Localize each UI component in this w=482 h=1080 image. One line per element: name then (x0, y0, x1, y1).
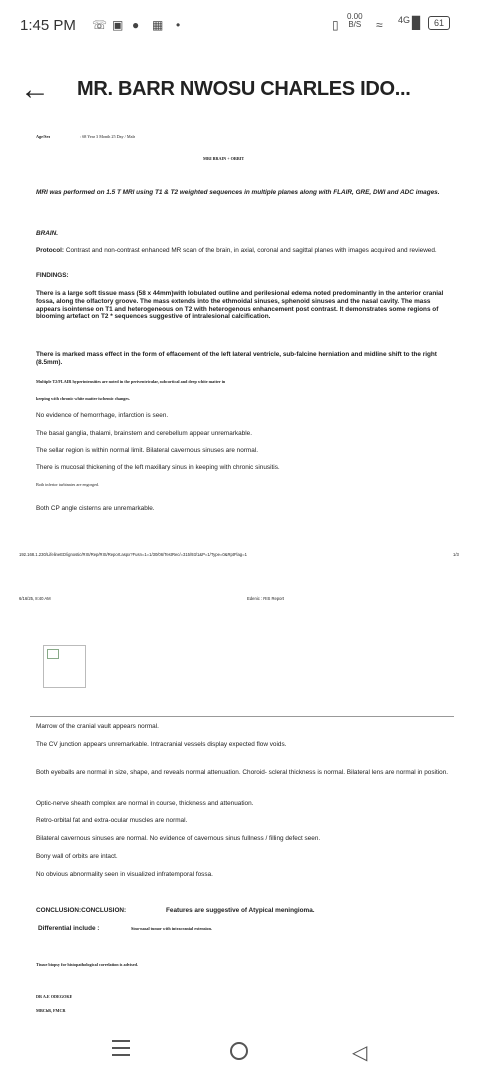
data-unit: B/S (348, 20, 362, 29)
mri-intro: MRI was performed on 1.5 T MRI using T1 & T2 weighted sequences in multiple planes along with FLAIR, GRE, DWI and ADC images. (36, 189, 440, 196)
divider-line (30, 716, 454, 717)
signal-icon: ▉ (412, 16, 422, 30)
orbit-bony-wall: Bony wall of orbits are intact. (36, 853, 118, 860)
back-nav-icon[interactable]: ◁ (352, 1042, 368, 1064)
conclusion-text: Features are suggestive of Atypical meningioma. (166, 907, 315, 914)
wifi-icon: ≈ (376, 18, 383, 32)
orbit-infratemporal: No obvious abnormality seen in visualized infratemporal fossa. (36, 871, 213, 878)
orbit-optic-nerve: Optic-nerve sheath complex are normal in course, thickness and attenuation. (36, 800, 254, 807)
whatsapp-icon: ☏ (92, 18, 108, 32)
gallery-icon: ▦ (152, 18, 164, 32)
finding-hemorrhage: No evidence of hemorrhage, infarction is seen. (36, 412, 169, 419)
status-time: 1:45 PM (20, 17, 76, 34)
brain-heading: BRAIN. (36, 230, 59, 237)
app-bar (0, 62, 482, 122)
system-nav-bar (0, 1020, 482, 1080)
conclusion-label: CONCLUSION:CONCLUSION: (36, 907, 127, 914)
home-icon[interactable] (230, 1042, 248, 1060)
doctor-qualifications: MBChB, FMCR (36, 1008, 66, 1013)
findings-heading: FINDINGS: (36, 272, 69, 279)
protocol-paragraph (36, 247, 450, 255)
finding-mucosal: There is mucosal thickening of the left maxillary sinus in keeping with chronic sinusitis. (36, 464, 280, 471)
instagram-icon: ▣ (112, 18, 124, 32)
battery-indicator: 61 (428, 16, 450, 30)
age-sex-label: Age/Sex (36, 134, 51, 139)
print-header-date: 6/16/25, 8:40 AM (19, 596, 51, 601)
broken-image-icon (43, 645, 86, 688)
status-bar (0, 0, 482, 56)
print-footer-page: 1/3 (453, 552, 459, 557)
back-arrow-icon[interactable]: ← (20, 73, 50, 106)
age-sex-value: : 68 Year 3 Month 25 Day / Male (80, 134, 136, 139)
protocol-text: Contrast and non-contrast enhanced MR scan of the brain, in axial, coronal and sagittal planes with images acquired and reviewed. (64, 247, 437, 254)
differential-text: Sino-nasal tumor with intracranial extension. (131, 926, 213, 931)
orbit-retro-orbital: Retro-orbital fat and extra-ocular muscles are normal. (36, 817, 188, 824)
vibrate-icon: ▯ (332, 18, 339, 32)
finding-cv-junction: The CV junction appears unremarkable. Intracranial vessels display expected flow voids. (36, 741, 287, 748)
finding-mass: There is a large soft tissue mass (58 x 44mm)with lobulated outline and perilesional edema noted predominantly in the anterior cranial fossa, along the olfactory groove. The mass extends into the ethmoidal sinuses, sphenoid sinuses and the nasal cavity. The mass appears isointense on T1 and heterogeneous on T2 with heterogenous enhancement post contrast. It demonstrates some regions of blooming artefact on T2 * sequences suggestive of intralesional calcification. (36, 290, 444, 321)
differential-label: Differential include : (38, 925, 100, 932)
finding-mass-effect: There is marked mass effect in the form of effacement of the left lateral ventricle, sub-falcine herniation and midline shift to the right (8.5mm). (36, 351, 437, 366)
finding-t2-line2: keeping with chronic white matter ischemic changes. (36, 396, 130, 401)
finding-cp-angle: Both CP angle cisterns are unremarkable. (36, 505, 155, 512)
exam-title: MRI BRAIN + ORBIT (203, 156, 245, 161)
finding-sellar: The sellar region is within normal limit. Bilateral cavernous sinuses are normal. (36, 447, 258, 454)
print-footer-url: 192.168.1.230/LifelineED/ignostic/RIS/Rep/RIS/Report.aspx?Fusn=1=1/30/06/TestRec/=315/93/1&P=1/Type=0&RptFlag=1 (19, 552, 247, 557)
data-speed: 0.00 (347, 12, 363, 21)
biopsy-advice: Tissue biopsy for histopathological correlation is advised. (36, 962, 139, 967)
orbit-eyeballs: Both eyeballs are normal in size, shape, and reveals normal attenuation. Choroid- scleral thickness is normal. Bilateral lens are normal in position. (36, 769, 449, 776)
doctor-name: DR A.E ODEGOKE (36, 994, 73, 999)
finding-turbinates: Both inferior turbinates are engorged. (36, 482, 100, 487)
recent-apps-icon[interactable] (112, 1040, 130, 1061)
document-title: MR. BARR NWOSU CHARLES IDO... (77, 78, 411, 100)
data-speed-indicator (347, 13, 363, 29)
finding-basal-ganglia: The basal ganglia, thalami, brainstem and cerebellum appear unremarkable. (36, 430, 252, 437)
network-type: 4G (398, 15, 411, 25)
protocol-label: Protocol: (36, 247, 65, 254)
chat-icon: ● (132, 18, 140, 32)
orbit-cavernous: Bilateral cavernous sinuses are normal. No evidence of cavernous sinus fullness / filling defect seen. (36, 835, 321, 842)
finding-t2-line1: Multiple T2/FLAIR hyperintensities are noted in the periventricular, subcortical and deep white matter in (36, 379, 226, 384)
finding-marrow: Marrow of the cranial vault appears normal. (36, 723, 159, 730)
dot-icon: • (176, 18, 181, 32)
print-header-title: Edenic : RIS Report (247, 596, 285, 601)
